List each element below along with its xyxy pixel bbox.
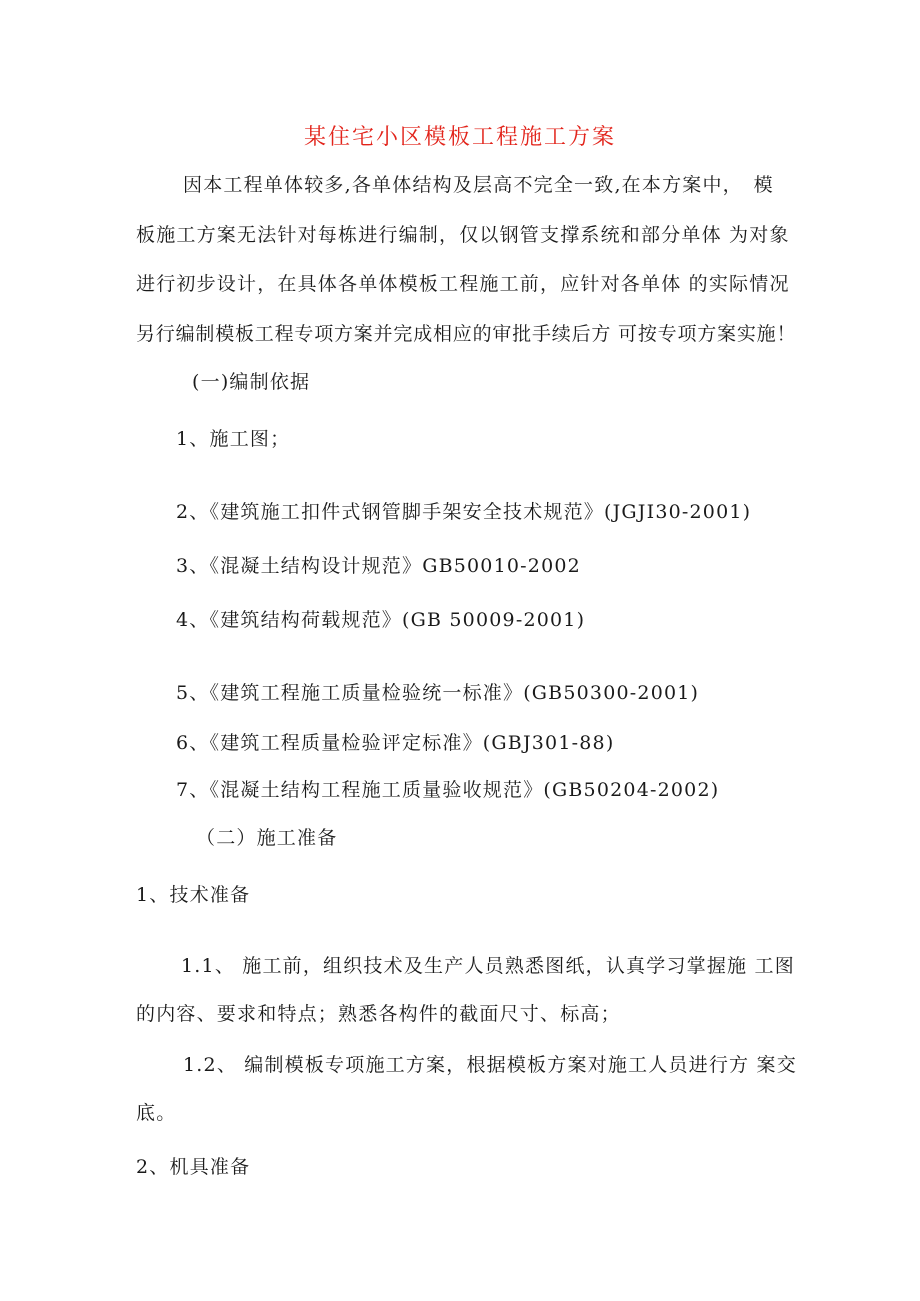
subsection-heading-technical: 1、技术准备 — [136, 884, 251, 906]
basis-item-4: 4、《建筑结构荷载规范》(GB 50009-2001) — [176, 609, 586, 631]
item-1-1-line-1: 1.1、 施工前，组织技术及生产人员熟悉图纸，认真学习掌握施 工图 — [181, 955, 795, 977]
item-1-2-line-2: 底。 — [136, 1102, 177, 1124]
basis-item-3: 3、《混凝土结构设计规范》GB50010-2002 — [176, 555, 581, 577]
basis-item-5: 5、《建筑工程施工质量检验统一标准》(GB50300-2001) — [176, 682, 700, 704]
subsection-heading-machinery: 2、机具准备 — [136, 1156, 251, 1178]
basis-item-6: 6、《建筑工程质量检验评定标准》(GBJ301-88) — [176, 732, 615, 754]
item-1-2-line-1: 1.2、 编制模板专项施工方案，根据模板方案对施工人员进行方 案交 — [183, 1054, 797, 1076]
section-heading-preparation: （二）施工准备 — [196, 827, 338, 849]
item-1-1-line-2: 的内容、要求和特点；熟悉各构件的截面尺寸、标高； — [136, 1003, 621, 1025]
basis-item-2: 2、《建筑施工扣件式钢管脚手架安全技术规范》(JGJI30-2001) — [176, 501, 752, 523]
intro-line-3: 进行初步设计，在具体各单体模板工程施工前，应针对各单体 的实际情况 — [136, 273, 790, 295]
intro-line-2: 板施工方案无法针对每栋进行编制，仅以钢管支撑系统和部分单体 为对象 — [136, 224, 790, 246]
document-title: 某住宅小区模板工程施工方案 — [303, 125, 616, 150]
basis-item-7: 7、《混凝土结构工程施工质量验收规范》(GB50204-2002) — [176, 779, 720, 801]
basis-item-1: 1、施工图； — [176, 428, 291, 450]
section-heading-basis: (一)编制依据 — [192, 371, 311, 393]
intro-line-1: 因本工程单体较多,各单体结构及层高不完全一致,在本方案中， 模 — [183, 174, 774, 196]
intro-line-4: 另行编制模板工程专项方案并完成相应的审批手续后方 可按专项方案实施！ — [136, 323, 797, 345]
